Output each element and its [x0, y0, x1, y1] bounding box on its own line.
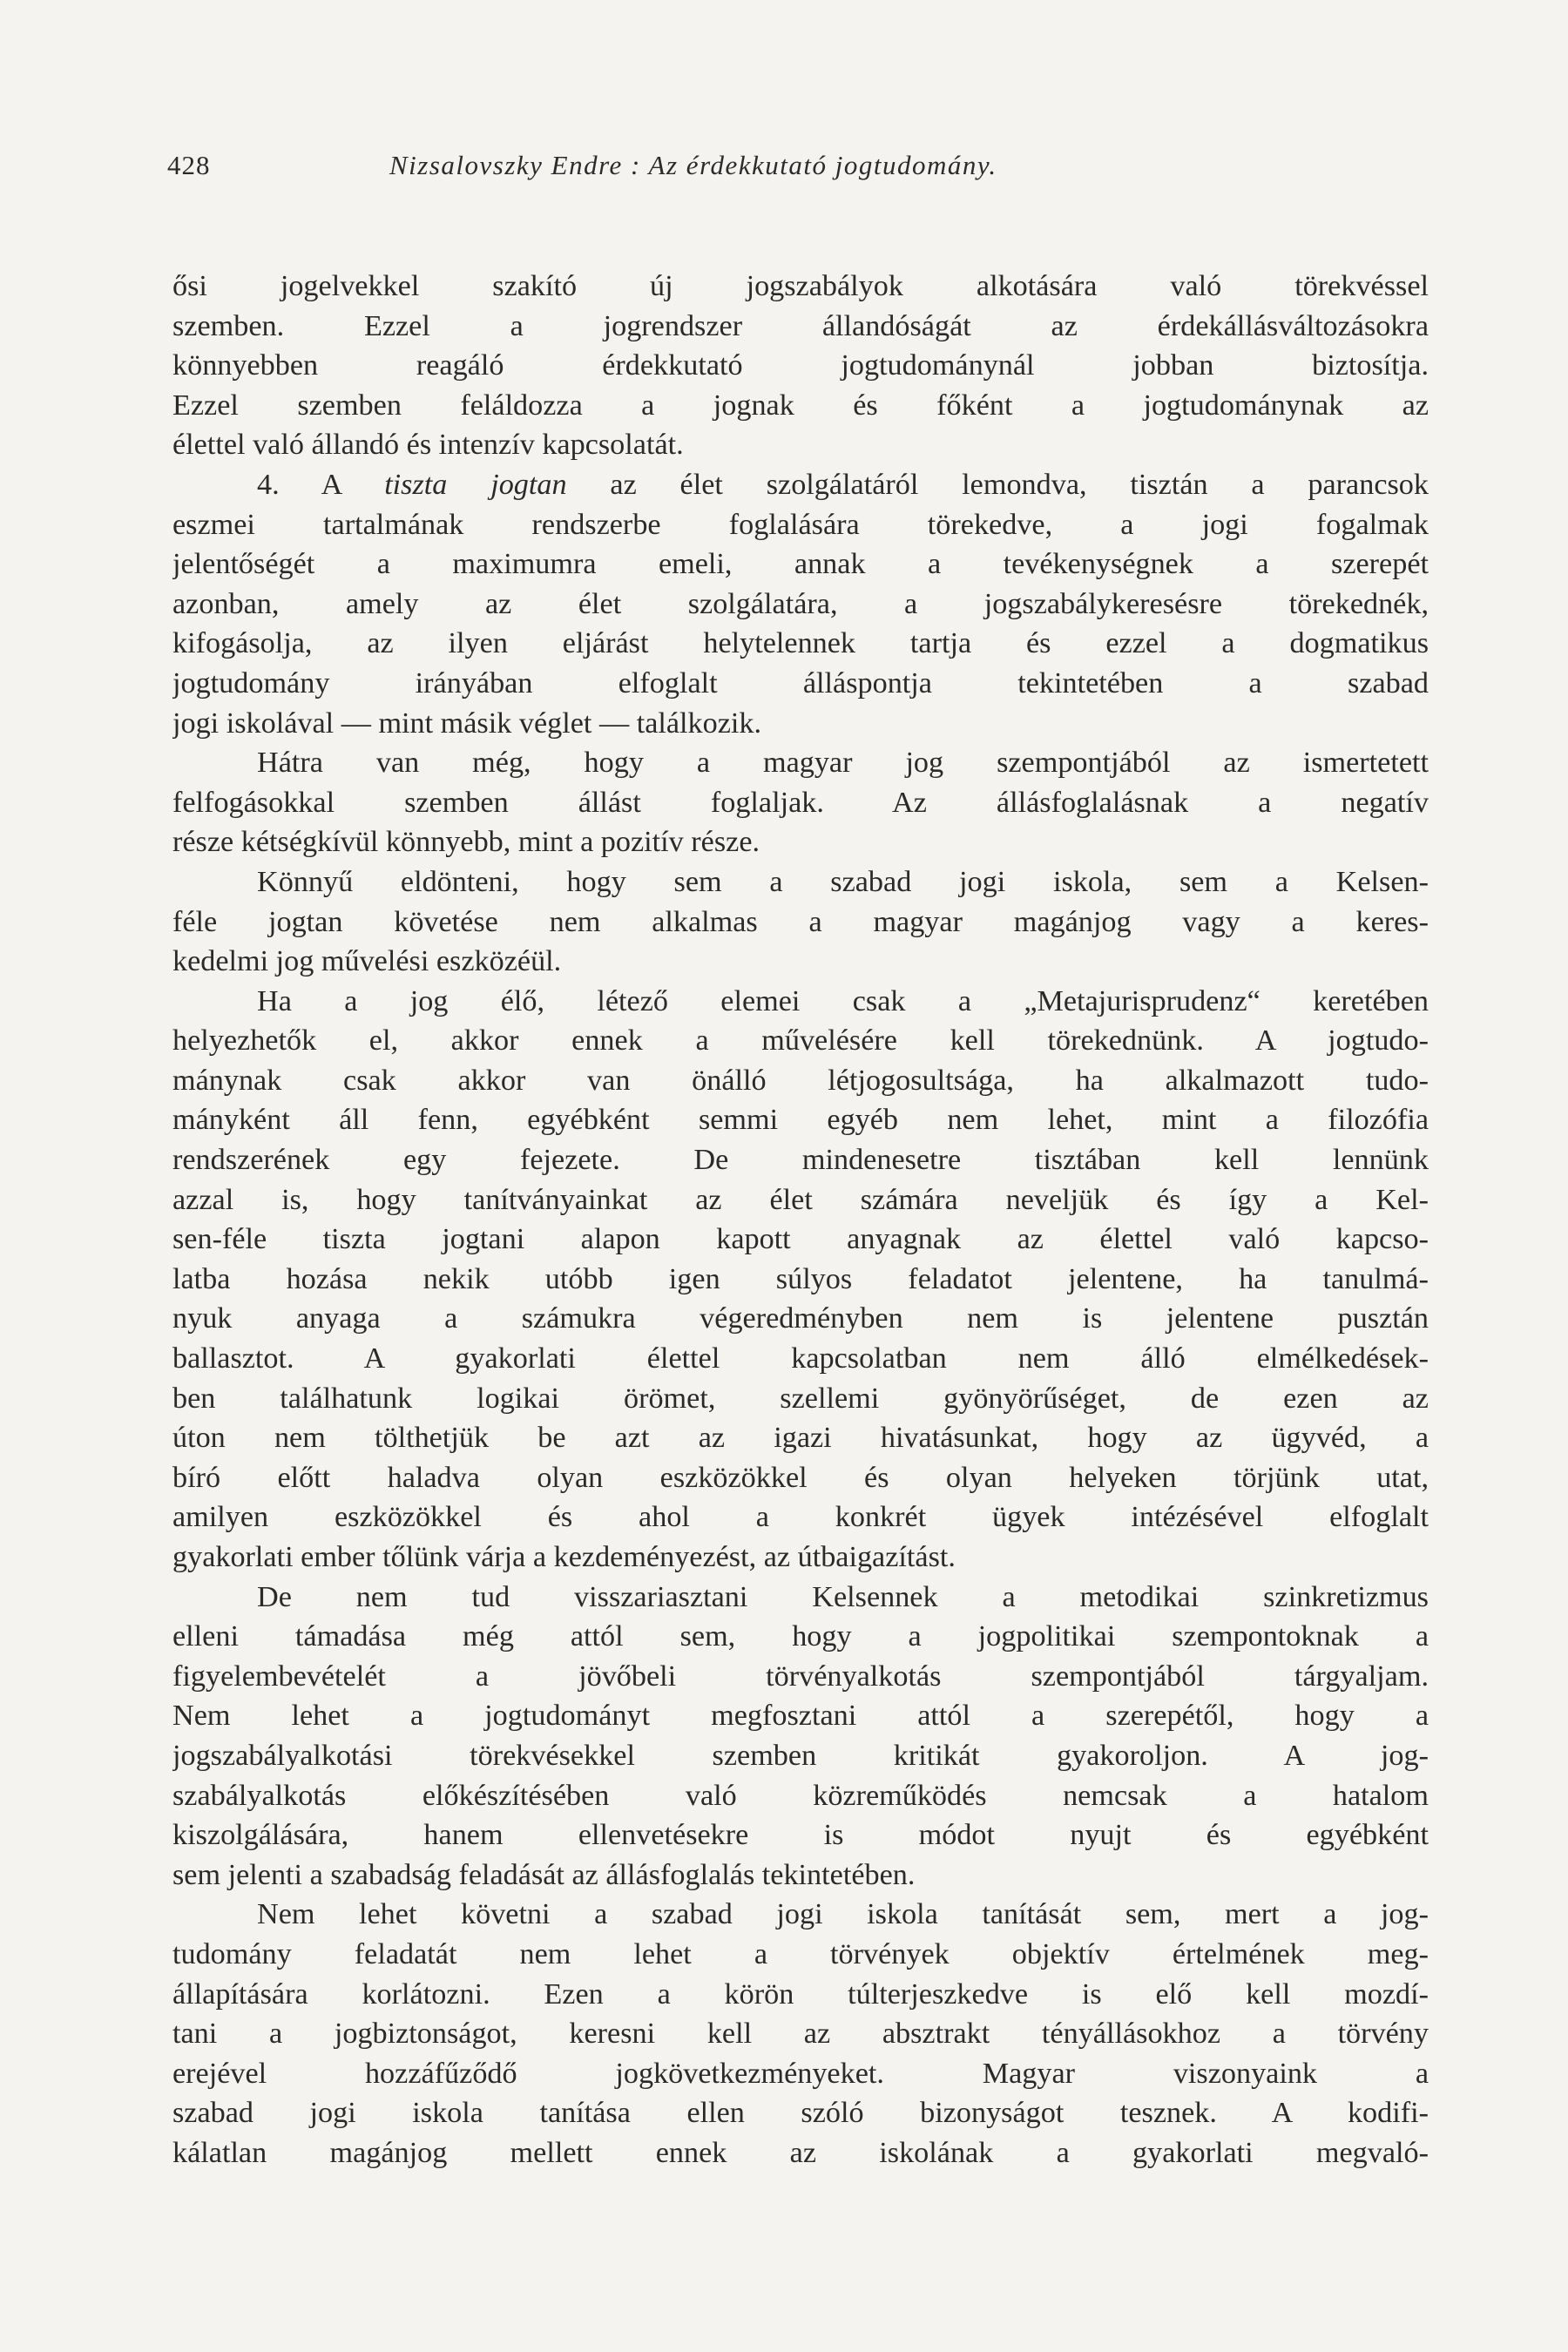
text-line: szabad jogi iskola tanítása ellen szóló bizonyságot tesznek. A kodifi- [172, 2097, 1429, 2130]
text-line: helyezhetők el, akkor ennek a művelésére kell törekednünk. A jogtudo- [172, 1024, 1429, 1058]
text-line: Nem lehet a jogtudományt megfosztani attól a szerepétől, hogy a [172, 1700, 1429, 1733]
text-line: erejével hozzáfűződő jogkövetkezményeket. Magyar viszonyaink a [172, 2057, 1429, 2090]
text-line: De nem tud visszariasztani Kelsennek a metodikai szinkretizmus [257, 1580, 1429, 1613]
text-line: ben találhatunk logikai örömet, szellemi gyönyörűséget, de ezen az [172, 1382, 1429, 1415]
text-line: nyuk anyaga a számukra végeredményben nem is jelentene pusztán [172, 1302, 1429, 1335]
text-line: gyakorlati ember tőlünk várja a kezdeményezést, az útbaigazítást. [172, 1541, 956, 1573]
paragraph [172, 862, 1429, 982]
paragraph [172, 982, 1429, 1578]
text-line: Hátra van még, hogy a magyar jog szempontjából az ismertetett [257, 747, 1429, 780]
text-line: mányként áll fenn, egyébként semmi egyéb nem lehet, mint a filozófia [172, 1104, 1429, 1137]
running-title: Nizsalovszky Endre : Az érdekkutató jogtudomány. [389, 150, 997, 180]
paragraph [172, 1895, 1429, 2173]
text-line: bíró előtt haladva olyan eszközökkel és olyan helyeken törjünk utat, [172, 1461, 1429, 1494]
text-segment: 4. A [257, 468, 385, 501]
text-line: kedelmi jog művelési eszközéül. [172, 945, 562, 978]
text-line: kifogásolja, az ilyen eljárást helytelennek tartja és ezzel a dogmatikus [172, 627, 1429, 660]
text-line: része kétségkívül könnyebb, mint a pozitív része. [172, 826, 760, 859]
page-number: 428 [167, 150, 211, 180]
text-line: szabályalkotás előkészítésében való közreműködés nemcsak a hatalom [172, 1779, 1429, 1812]
text-line: azonban, amely az élet szolgálatára, a jogszabálykeresésre törekednék, [172, 587, 1429, 620]
text-line: eszmei tartalmának rendszerbe foglalására törekedve, a jogi fogalmak [172, 508, 1429, 541]
text-line: jogtudomány irányában elfoglalt álláspontja tekintetében a szabad [172, 666, 1429, 700]
text-line: figyelembevételét a jövőbeli törvényalkotás szempontjából tárgyaljam. [172, 1659, 1429, 1693]
text-line: szemben. Ezzel a jogrendszer állandóságát az érdekállásváltozásokra [172, 309, 1429, 342]
text-line: könnyebben reagáló érdekkutató jogtudománynál jobban biztosítja. [172, 349, 1429, 382]
text-line: jogszabályalkotási törekvésekkel szemben kritikát gyakoroljon. A jog- [172, 1739, 1429, 1772]
text-segment: az élet szolgálatáról lemondva, tisztán a parancsok [566, 468, 1429, 501]
text-line: ballasztot. A gyakorlati élettel kapcsolatban nem álló elmélkedések- [172, 1342, 1429, 1375]
text-line: tudomány feladatát nem lehet a törvények objektív értelmének meg- [172, 1937, 1429, 1970]
paragraph [172, 267, 1429, 465]
text-line: Ezzel szemben feláldozza a jognak és főként a jogtudománynak az [172, 389, 1429, 422]
text-line [172, 465, 1429, 505]
text-line: kiszolgálására, hanem ellenvetésekre is módot nyujt és egyébként [172, 1819, 1429, 1852]
text-line: élettel való állandó és intenzív kapcsolatát. [172, 429, 684, 462]
text-line: Nem lehet követni a szabad jogi iskola tanítását sem, mert a jog- [257, 1898, 1429, 1931]
running-header [167, 150, 1430, 193]
text-line: tani a jogbiztonságot, keresni kell az absztrakt tényállásokhoz a törvény [172, 2017, 1429, 2051]
text-line: sen-féle tiszta jogtani alapon kapott anyagnak az élettel való kapcso- [172, 1223, 1429, 1256]
text-line: latba hozása nekik utóbb igen súlyos feladatot jelentene, ha tanulmá- [172, 1262, 1429, 1295]
text-line: Ha a jog élő, létező elemei csak a „Metajurisprudenz“ keretében [257, 984, 1429, 1017]
text-line: jelentőségét a maximumra emeli, annak a tevékenységnek a szerepét [172, 548, 1429, 581]
text-line: sem jelenti a szabadság feladását az állásfoglalás tekintetében. [172, 1858, 916, 1891]
paragraph [172, 1578, 1429, 1896]
italic-term: tiszta jogtan [384, 468, 567, 501]
text-line: úton nem tölthetjük be azt az igazi hivatásunkat, hogy az ügyvéd, a [172, 1422, 1429, 1455]
text-line: féle jogtan követése nem alkalmas a magyar magánjog vagy a keres- [172, 905, 1429, 938]
text-line: jogi iskolával — mint másik véglet — találkozik. [172, 706, 762, 740]
text-line: Könnyű eldönteni, hogy sem a szabad jogi iskola, sem a Kelsen- [257, 865, 1429, 898]
body-text [172, 267, 1429, 2173]
text-line: ősi jogelvekkel szakító új jogszabályok alkotására való törekvéssel [172, 270, 1429, 302]
text-line: azzal is, hogy tanítványainkat az élet számára neveljük és így a Kel- [172, 1183, 1429, 1216]
text-line: kálatlan magánjog mellett ennek az iskolának a gyakorlati megvaló- [172, 2136, 1429, 2169]
text-line: felfogásokkal szemben állást foglaljak. Az állásfoglalásnak a negatív [172, 786, 1429, 819]
text-line: mánynak csak akkor van önálló létjogosultsága, ha alkalmazott tudo- [172, 1064, 1429, 1097]
paragraph [172, 465, 1429, 743]
paragraph [172, 743, 1429, 862]
text-line: amilyen eszközökkel és ahol a konkrét ügyek intézésével elfoglalt [172, 1501, 1429, 1534]
text-line: állapítására korlátozni. Ezen a körön túlterjeszkedve is elő kell mozdí- [172, 1977, 1429, 2011]
text-line: rendszerének egy fejezete. De mindenesetre tisztában kell lennünk [172, 1144, 1429, 1177]
text-line: elleni támadása még attól sem, hogy a jogpolitikai szempontoknak a [172, 1620, 1429, 1653]
